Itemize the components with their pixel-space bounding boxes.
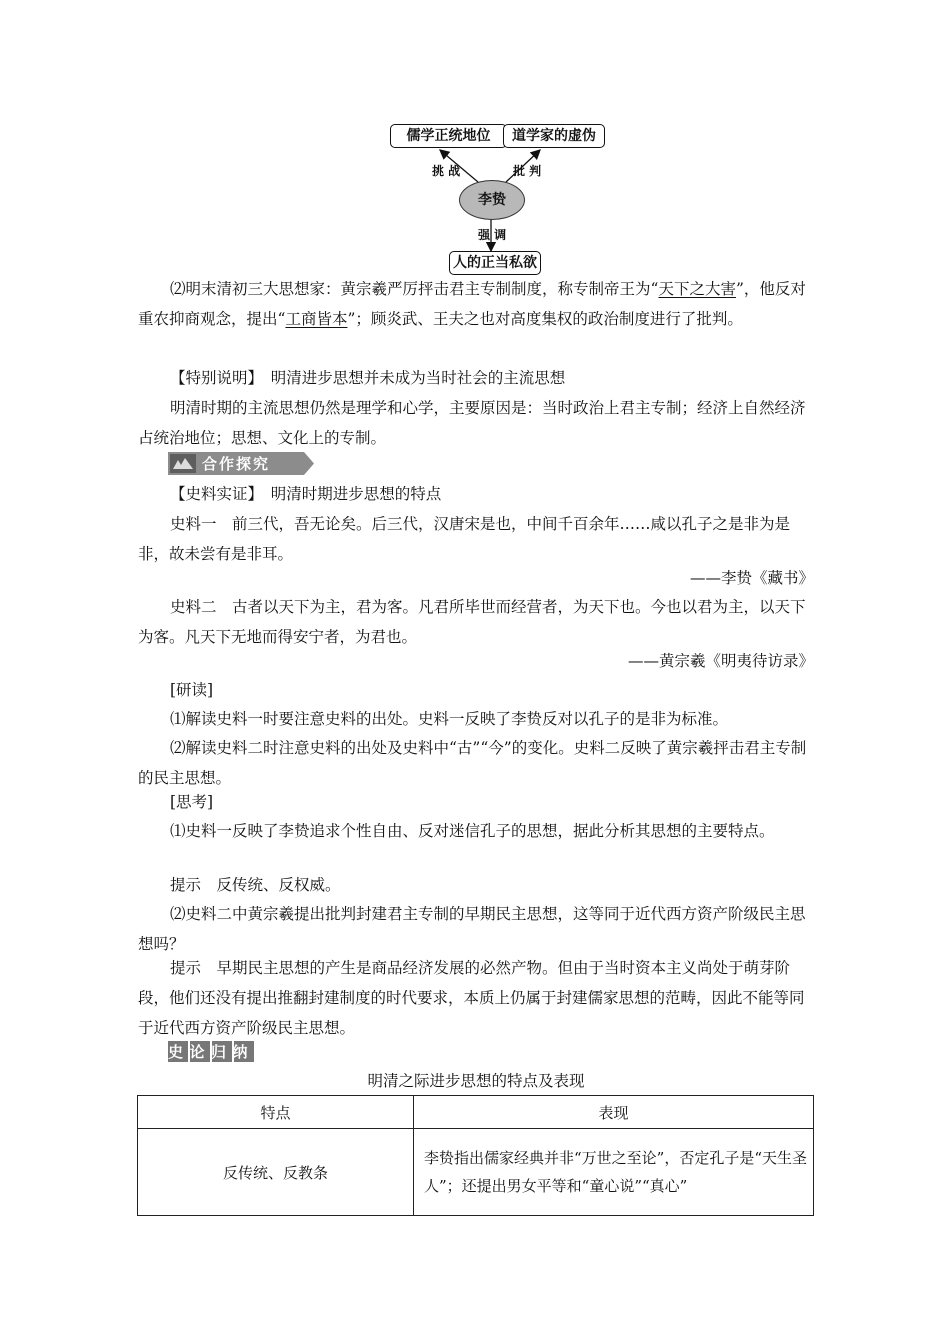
question-2: ⑵史料二中黄宗羲提出批判封建君主专制的早期民主思想，这等同于近代西方资产阶级民主思想吗？ <box>138 905 806 953</box>
table-header-detail: 表现 <box>414 1096 814 1129</box>
source-one-citation: ——李贽《藏书》 <box>689 569 814 587</box>
text-fragment: ⑵明末清初三大思想家：黄宗羲严厉抨击君主专制制度，称专制帝王为“ <box>170 280 659 298</box>
table-row <box>138 1129 814 1216</box>
table-cell-feature: 反传统、反教条 <box>138 1129 414 1216</box>
study-point-2: ⑵解读史料二时注意史料的出处及史料中“古”“今”的变化。史料二反映了黄宗羲抨击君主专制的民主思想。 <box>138 739 807 787</box>
question-1: ⑴史料一反映了李贽追求个性自由、反对迷信孔子的思想，据此分析其思想的主要特点。 <box>170 822 775 840</box>
edge-label-emphasize: 强 调 <box>478 228 507 242</box>
source-two: 史料二 古者以天下为主，君为客。凡君所毕世而经营者，为天下也。今也以君为主，以天下为客。凡天下无地而得安宁者，为君也。 <box>138 598 806 646</box>
table-caption: 明清之际进步思想的特点及表现 <box>367 1072 585 1090</box>
banner-cooperation <box>168 452 314 475</box>
table-header-row <box>138 1096 814 1129</box>
text-fragment: ”，他反对重农抑商观念，提出“ <box>138 280 806 328</box>
source-two-citation: ——黄宗羲《明夷待访录》 <box>627 652 814 670</box>
special-note-heading: 【特别说明】 明清进步思想并未成为当时社会的主流思想 <box>170 369 566 387</box>
banner-summary-label: 史论归纳 <box>168 1043 254 1061</box>
node-legit-desire: 人的正当私欲 <box>449 251 541 275</box>
node-li-zhi: 李贽 <box>459 180 525 220</box>
text-fragment: ”；顾炎武、王夫之也对高度集权的政治制度进行了批判。 <box>347 310 743 328</box>
table-cell-detail: 李贽指出儒家经典并非“万世之至论”，否定孔子是“天生圣人”；还提出男女平等和“童心说”“真心” <box>414 1129 814 1216</box>
summary-table <box>137 1095 814 1216</box>
banner-summary <box>168 1041 254 1062</box>
table-header-feature: 特点 <box>138 1096 414 1129</box>
edge-label-criticize: 批 判 <box>513 164 542 178</box>
node-neo-confucian-hypocrisy: 道学家的虚伪 <box>503 124 605 148</box>
think-label: [思考] <box>170 793 214 811</box>
source-one: 史料一 前三代，吾无论矣。后三代，汉唐宋是也，中间千百余年……咸以孔子之是非为是非，故未尝有是非耳。 <box>138 515 791 563</box>
underlined-term: 工商皆本 <box>285 310 348 328</box>
paragraph-three-thinkers <box>138 274 814 334</box>
special-note-body: 明清时期的主流思想仍然是理学和心学，主要原因是：当时政治上君主专制；经济上自然经济占统治地位；思想、文化上的专制。 <box>138 399 806 447</box>
node-confucian-orthodoxy: 儒学正统地位 <box>390 124 507 148</box>
evidence-heading: 【史料实证】 明清时期进步思想的特点 <box>170 485 442 503</box>
study-point-1: ⑴解读史料一时要注意史料的出处。史料一反映了李贽反对以孔子的是非为标准。 <box>170 710 729 728</box>
answer-2: 提示 早期民主思想的产生是商品经济发展的必然产物。但由于当时资本主义尚处于萌芽阶段，他们还没有提出推翻封建制度的时代要求，本质上仍属于封建儒家思想的范畴，因此不能等同于近代西方资产阶级民主思想。 <box>138 959 805 1037</box>
banner-cooperation-label: 合作探究 <box>202 455 271 473</box>
edge-label-challenge: 挑 战 <box>432 164 461 178</box>
underlined-term: 天下之大害 <box>658 280 736 298</box>
answer-1: 提示 反传统、反权威。 <box>170 876 341 894</box>
study-label: [研读] <box>170 681 214 699</box>
